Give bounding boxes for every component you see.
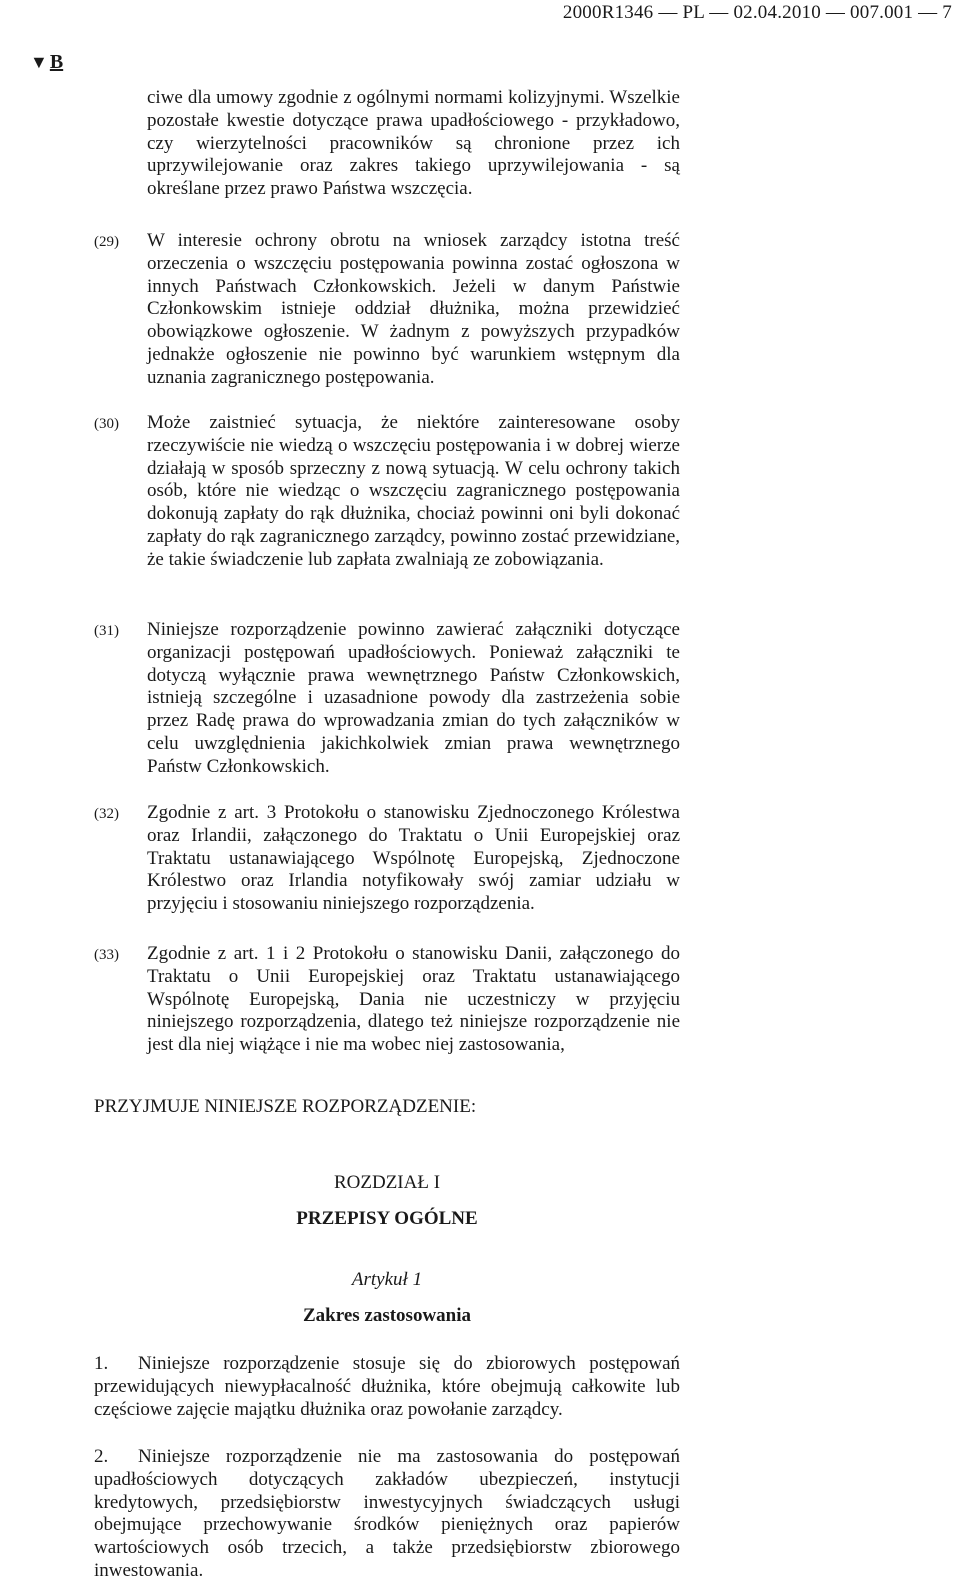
recital-text: Zgodnie z art. 3 Protokołu o stanowisku Zjednoczonego Królestwa oraz Irlandii, załączonego do Traktatu o Unii Europejskiej oraz Traktatu ustanawiającego Wspólnotę Europejską, Zjednoczone Królestwo oraz Irlandia notyfikowały swój zamiar udziału w przyjęciu i stosowaniu niniejszego rozporządzenia. <box>147 802 680 915</box>
triangle-down-icon: ▼ <box>30 52 48 72</box>
article-paragraph <box>94 1353 680 1421</box>
recital-number: (32) <box>94 806 119 822</box>
recital-number: (31) <box>94 623 119 639</box>
paragraph-number: 1. <box>94 1353 109 1374</box>
recital-number: (29) <box>94 234 119 250</box>
recital-continuation: ciwe dla umowy zgodnie z ogólnymi normami kolizyjnymi. Wszelkie pozostałe kwestie dotyczące prawa upadłościowego - przykładowo, czy wierzytelności pracowników są chronione przez ich uprzywilejowanie oraz zakres takiego uprzywilejowania - są określane przez prawo Państwa wszczęcia. <box>147 87 680 200</box>
document-reference: 2000R1346 — PL — 02.04.2010 — 007.001 — 7 <box>562 2 952 23</box>
recital-number: (33) <box>94 947 119 963</box>
article-paragraph <box>94 1446 680 1583</box>
chapter-label: ROZDZIAŁ I <box>333 1172 441 1193</box>
recital-text: Może zaistnieć sytuacja, że niektóre zainteresowane osoby rzeczywiście nie wiedzą o wszczęciu postępowania i w dobrej wierze działają w sposób sprzeczny z nową sytuacją. W celu ochrony takich osób, które nie wiedząc o wszczęciu zagranicznego postępowania dokonują zapłaty do rąk dłużnika, chociaż powinni oni byli dokonać zapłaty do rąk zagranicznego zarządcy, powinno zostać przewidziane, że takie świadczenie lub zapłata zwalniają ze zobowiązania. <box>147 412 680 570</box>
article-label: Artykuł 1 <box>351 1269 423 1290</box>
recital-number: (30) <box>94 416 119 432</box>
paragraph-text: Niniejsze rozporządzenie stosuje się do zbiorowych postępowań przewidujących niewypłacalność dłużnika, które obejmują całkowite lub częściowe zajęcie majątku dłużnika oraz powołanie zarządcy. <box>94 1353 680 1420</box>
marker-letter: B <box>49 51 64 73</box>
paragraph-number: 2. <box>94 1446 109 1467</box>
recital-text: W interesie ochrony obrotu na wniosek zarządcy istotna treść orzeczenia o wszczęciu postępowania powinna zostać ogłoszona w innych Państwach Członkowskich. Jeżeli w danym Państwie Członkowskim istnieje oddział dłużnika, można przewidzieć obowiązkowe ogłoszenie. W żadnym z powyższych przypadków jednakże ogłoszenie nie powinno być warunkiem wstępnym dla uznania zagranicznego postępowania. <box>147 230 680 388</box>
paragraph-text: Niniejsze rozporządzenie nie ma zastosowania do postępowań upadłościowych dotyczących zakładów ubezpieczeń, instytucji kredytowych, przedsiębiorstw inwestycyjnych świadczących usługi obejmujące przechowywanie środków pieniężnych oraz papierów wartościowych osób trzecich, a także przedsiębiorstw zbiorowego inwestowania. <box>94 1446 680 1581</box>
recital-text: Niniejsze rozporządzenie powinno zawierać załączniki dotyczące organizacji postępowań upadłościowych. Ponieważ załączniki te dotyczą wyłącznie prawa wewnętrznego Państw Członkowskich, istnieją szczególne i uzasadnione powody dla zastrzeżenia sobie przez Radę prawa do wprowadzania zmian do tych załączników w celu uwzględnienia jakichkolwiek zmian prawa wewnętrznego Państw Członkowskich. <box>147 619 680 777</box>
adoption-formula: PRZYJMUJE NINIEJSZE ROZPORZĄDZENIE: <box>94 1096 477 1117</box>
recital-text: Zgodnie z art. 1 i 2 Protokołu o stanowisku Danii, załączonego do Traktatu o Unii Europejskiej oraz Traktatu ustanawiającego Wspólnotę Europejską, Dania nie uczestniczy w przyjęciu niniejszego rozporządzenia, dlatego też niniejsze rozporządzenie nie jest dla niej wiążące i nie ma wobec niej zastosowania, <box>147 943 680 1056</box>
chapter-title: PRZEPISY OGÓLNE <box>296 1208 478 1229</box>
amendment-marker <box>30 51 63 74</box>
article-title: Zakres zastosowania <box>302 1305 472 1326</box>
